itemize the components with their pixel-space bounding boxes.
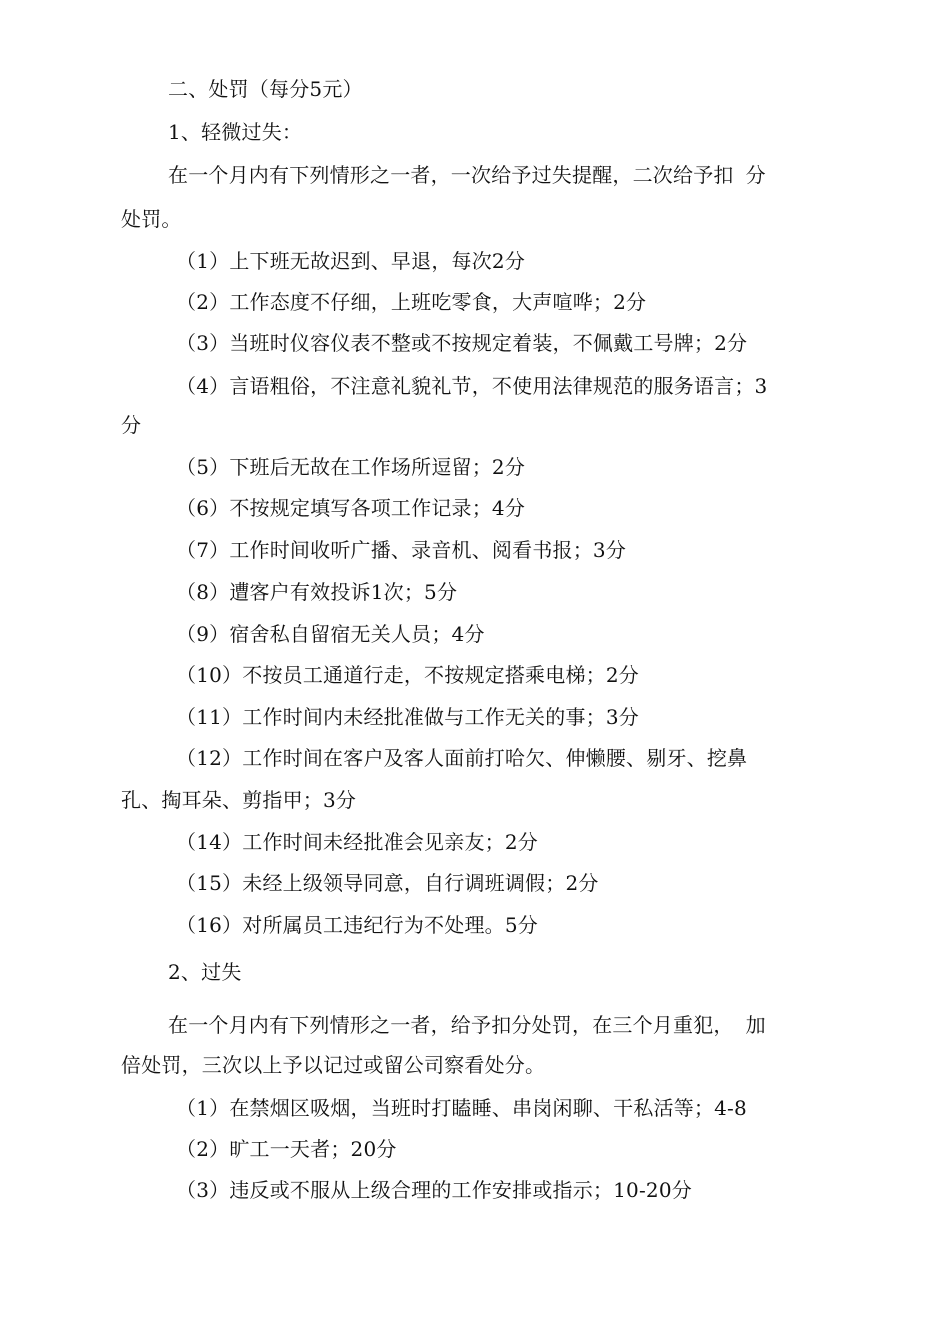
list-item: （3）违反或不服从上级合理的工作安排或指示；10-20分 — [176, 1178, 692, 1202]
paragraph-tail: 分 — [745, 163, 766, 187]
list-item: （12）工作时间在客户及客人面前打哈欠、伸懒腰、剔牙、挖鼻 — [176, 746, 748, 770]
list-item: （15）未经上级领导同意，自行调班调假；2分 — [176, 871, 599, 895]
list-item: （1）上下班无故迟到、早退，每次2分 — [176, 249, 526, 273]
list-item: （10）不按员工通道行走，不按规定搭乘电梯；2分 — [176, 663, 639, 687]
list-item: （2）旷工一天者；20分 — [176, 1137, 397, 1161]
list-item: （14）工作时间未经批准会见亲友；2分 — [176, 830, 538, 854]
list-item: （16）对所属员工违纪行为不处理。5分 — [176, 913, 538, 937]
list-item-continuation: 孔、掏耳朵、剪指甲；3分 — [121, 788, 357, 812]
subsection-heading-minor-fault: 1、轻微过失： — [168, 120, 303, 144]
paragraph-text: 在一个月内有下列情形之一者，一次给予过失提醒，二次给予扣 — [168, 163, 734, 187]
list-item: （5）下班后无故在工作场所逗留；2分 — [176, 455, 526, 479]
list-item: （4）言语粗俗，不注意礼貌礼节，不使用法律规范的服务语言；3 — [176, 374, 768, 398]
paragraph-line: 倍处罚，三次以上予以记过或留公司察看处分。 — [121, 1053, 546, 1077]
subsection-heading-fault: 2、过失 — [168, 960, 242, 984]
section-heading-punishment: 二、处罚（每分5元） — [168, 77, 363, 101]
list-item: （3）当班时仪容仪表不整或不按规定着装，不佩戴工号牌；2分 — [176, 331, 748, 355]
paragraph-line — [168, 161, 766, 189]
paragraph-tail: 加 — [745, 1013, 766, 1037]
list-item: （11）工作时间内未经批准做与工作无关的事；3分 — [176, 705, 639, 729]
list-item: （1）在禁烟区吸烟，当班时打瞌睡、串岗闲聊、干私活等；4-8 — [176, 1096, 747, 1120]
list-item: （9）宿舍私自留宿无关人员；4分 — [176, 622, 485, 646]
paragraph-line — [168, 1011, 766, 1039]
paragraph-line: 处罚。 — [121, 207, 182, 231]
paragraph-text: 在一个月内有下列情形之一者，给予扣分处罚，在三个月重犯， — [168, 1013, 734, 1037]
list-item-continuation: 分 — [121, 413, 142, 437]
list-item: （8）遭客户有效投诉1次；5分 — [176, 580, 458, 604]
list-item: （7）工作时间收听广播、录音机、阅看书报；3分 — [176, 538, 627, 562]
list-item: （6）不按规定填写各项工作记录；4分 — [176, 496, 526, 520]
list-item: （2）工作态度不仔细，上班吃零食，大声喧哗；2分 — [176, 290, 647, 314]
